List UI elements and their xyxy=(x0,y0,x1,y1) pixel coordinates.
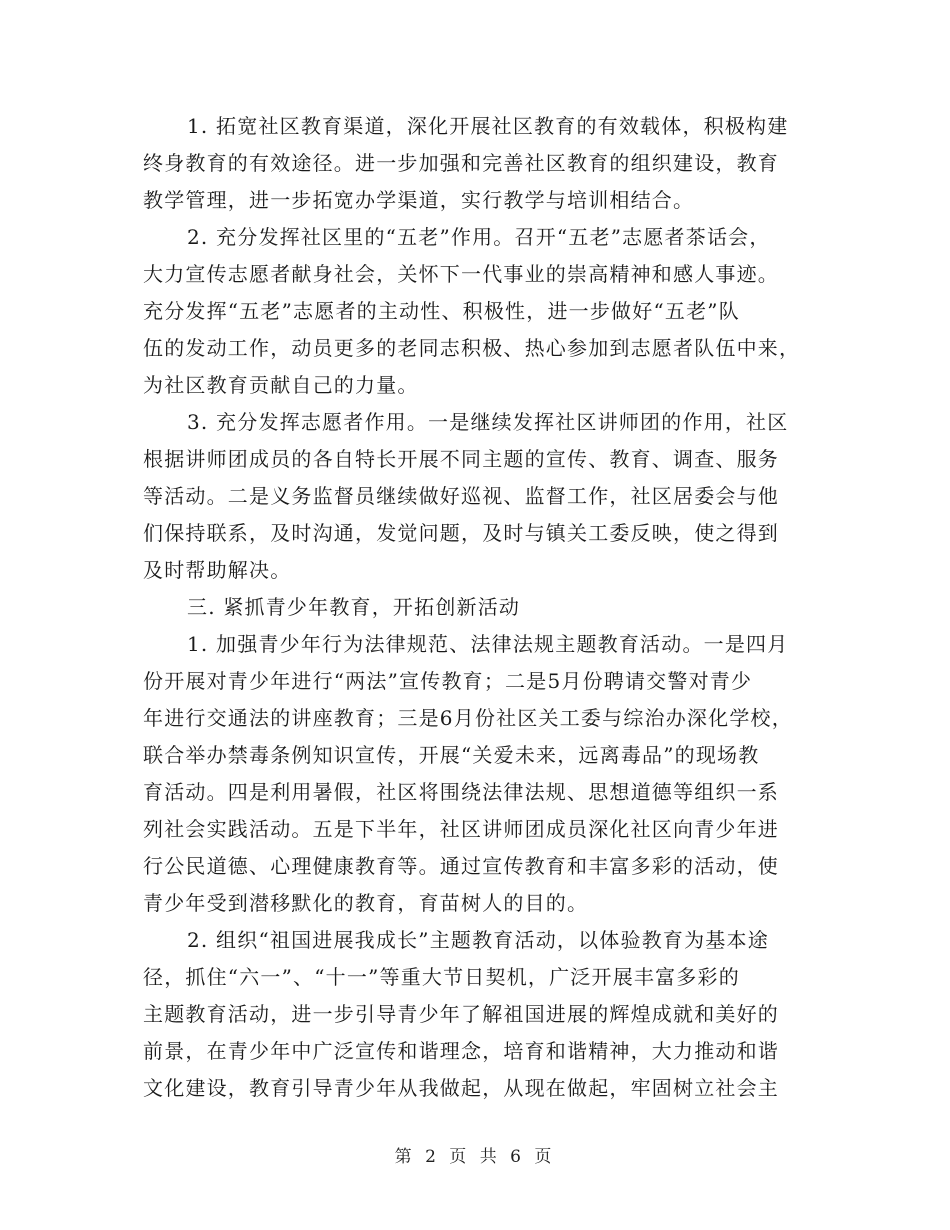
document-body xyxy=(143,108,807,1107)
paragraph-2-line-1: 2. 充分发挥社区里的“五老”作用。召开“五老”志愿者茶话会， xyxy=(187,225,771,249)
paragraph-5-line-1: 2. 组织“祖国进展我成长”主题教育活动，以体验教育为基本途 xyxy=(187,928,769,952)
paragraph-3-line-2: 根据讲师团成员的各自特长开展不同主题的宣传、教育、调查、服务 xyxy=(143,447,779,471)
paragraph-5-line-5: 文化建设，教育引导青少年从我做起，从现在做起，牢固树立社会主 xyxy=(143,1076,779,1100)
paragraph-4-line-2: 份开展对青少年进行“两法”宣传教育；二是5月份聘请交警对青少 xyxy=(143,669,753,693)
paragraph-4-line-4: 联合举办禁毒条例知识宣传，开展“关爱未来，远离毒品”的现场教 xyxy=(143,743,760,767)
paragraph-1-line-3: 教学管理，进一步拓宽办学渠道，实行教学与培训相结合。 xyxy=(143,188,695,212)
paragraph-3-line-4: 们保持联系，及时沟通，发觉问题，及时与镇关工委反映，使之得到 xyxy=(143,521,779,545)
paragraph-4-line-1: 1. 加强青少年行为法律规范、法律法规主题教育活动。一是四月 xyxy=(187,632,789,656)
paragraph-1-line-1: 1. 拓宽社区教育渠道，深化开展社区教育的有效载体，积极构建 xyxy=(187,114,789,138)
paragraph-3-line-5: 及时帮助解决。 xyxy=(143,558,292,582)
paragraph-2-line-2: 大力宣传志愿者献身社会，关怀下一代事业的崇高精神和感人事迹。 xyxy=(143,262,779,286)
page-number-footer: 第 2 页 共 6 页 xyxy=(394,1147,556,1167)
paragraph-4-line-6: 列社会实践活动。五是下半年，社区讲师团成员深化社区向青少年进 xyxy=(143,817,779,841)
paragraph-2-line-5: 为社区教育贡献自己的力量。 xyxy=(143,373,419,397)
paragraph-2-line-3: 充分发挥“五老”志愿者的主动性、积极性，进一步做好“五老”队 xyxy=(143,299,740,323)
paragraph-2-line-4: 伍的发动工作，动员更多的老同志积极、热心参加到志愿者队伍中来， xyxy=(143,336,801,360)
paragraph-4-line-7: 行公民道德、心理健康教育等。通过宣传教育和丰富多彩的活动，使 xyxy=(143,854,779,878)
paragraph-5-line-2: 径，抓住“六一”、“十一”等重大节日契机，广泛开展丰富多彩的 xyxy=(143,965,740,989)
paragraph-4-line-8: 青少年受到潜移默化的教育，育苗树人的目的。 xyxy=(143,891,589,915)
paragraph-3-line-3: 等活动。二是义务监督员继续做好巡视、监督工作，社区居委会与他 xyxy=(143,484,779,508)
section-heading-3: 三. 紧抓青少年教育，开拓创新活动 xyxy=(187,595,521,619)
paragraph-4-line-5: 育活动。四是利用暑假，社区将围绕法律法规、思想道德等组织一系 xyxy=(143,780,779,804)
paragraph-5-line-3: 主题教育活动，进一步引导青少年了解祖国进展的辉煌成就和美好的 xyxy=(143,1002,779,1026)
paragraph-4-line-3: 年进行交通法的讲座教育；三是6月份社区关工委与综治办深化学校， xyxy=(143,706,793,730)
paragraph-1-line-2: 终身教育的有效途径。进一步加强和完善社区教育的组织建设，教育 xyxy=(143,151,779,175)
paragraph-3-line-1: 3. 充分发挥志愿者作用。一是继续发挥社区讲师团的作用，社区 xyxy=(187,410,789,434)
paragraph-5-line-4: 前景，在青少年中广泛宣传和谐理念，培育和谐精神，大力推动和谐 xyxy=(143,1039,779,1063)
